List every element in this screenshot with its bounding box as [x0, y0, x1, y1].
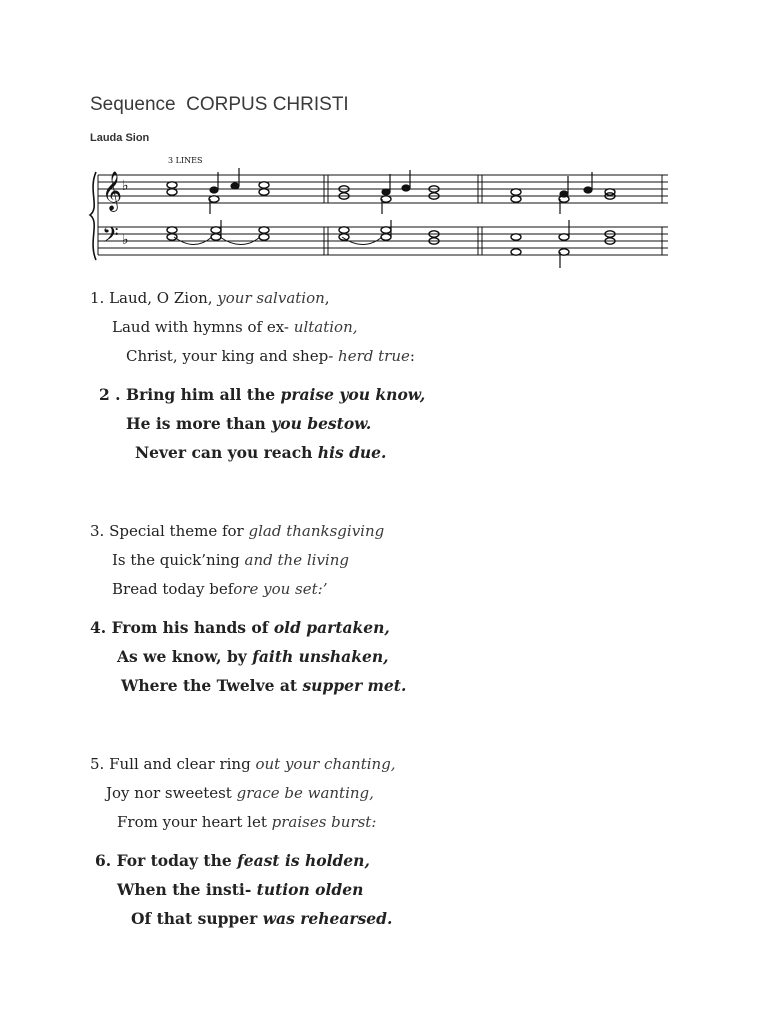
verse-5-line-2: Joy nor sweetest grace be wanting,	[106, 784, 374, 802]
verse-1-line-3: Christ, your king and shep- herd true:	[126, 347, 415, 365]
verse-6-line-2: When the insti- tution olden	[117, 880, 364, 899]
verse-3-line-2: Is the quick’ning and the living	[112, 551, 349, 569]
music-score-svg	[88, 150, 684, 270]
flat-icon: ♭	[122, 232, 129, 248]
verse-2-line-3: Never can you reach his due.	[135, 443, 387, 462]
hymn-subtitle: Lauda Sion	[90, 132, 150, 144]
verse-5-line-1: 5. Full and clear ring out your chanting,	[90, 755, 396, 773]
verse-3-line-1: 3. Special theme for glad thanksgiving	[90, 522, 385, 540]
verse-2-line-2: He is more than you bestow.	[126, 414, 372, 433]
music-score	[88, 150, 684, 270]
verse-5-line-3: From your heart let praises burst:	[117, 813, 377, 831]
verse-3-line-3: Bread today before you set:’	[112, 580, 328, 598]
verse-2-line-1: 2 . Bring him all the praise you know,	[99, 385, 426, 404]
verse-4-line-1: 4. From his hands of old partaken,	[90, 618, 390, 637]
verse-1-line-1: 1. Laud, O Zion, your salvation,	[90, 289, 330, 307]
flat-icon: ♭	[122, 178, 129, 194]
verse-4-line-3: Where the Twelve at supper met.	[121, 676, 407, 695]
verse-1-line-2: Laud with hymns of ex- ultation,	[112, 318, 358, 336]
bass-clef-icon: 𝄢	[102, 223, 119, 253]
verse-6-line-3: Of that supper was rehearsed.	[131, 909, 393, 928]
verse-6-line-1: 6. For today the feast is holden,	[95, 851, 370, 870]
treble-clef-icon: 𝄞	[102, 171, 123, 211]
score-label: 3 LINES	[168, 156, 203, 165]
verse-4-line-2: As we know, by faith unshaken,	[117, 647, 389, 666]
page-title: Sequence CORPUS CHRISTI	[90, 94, 349, 115]
